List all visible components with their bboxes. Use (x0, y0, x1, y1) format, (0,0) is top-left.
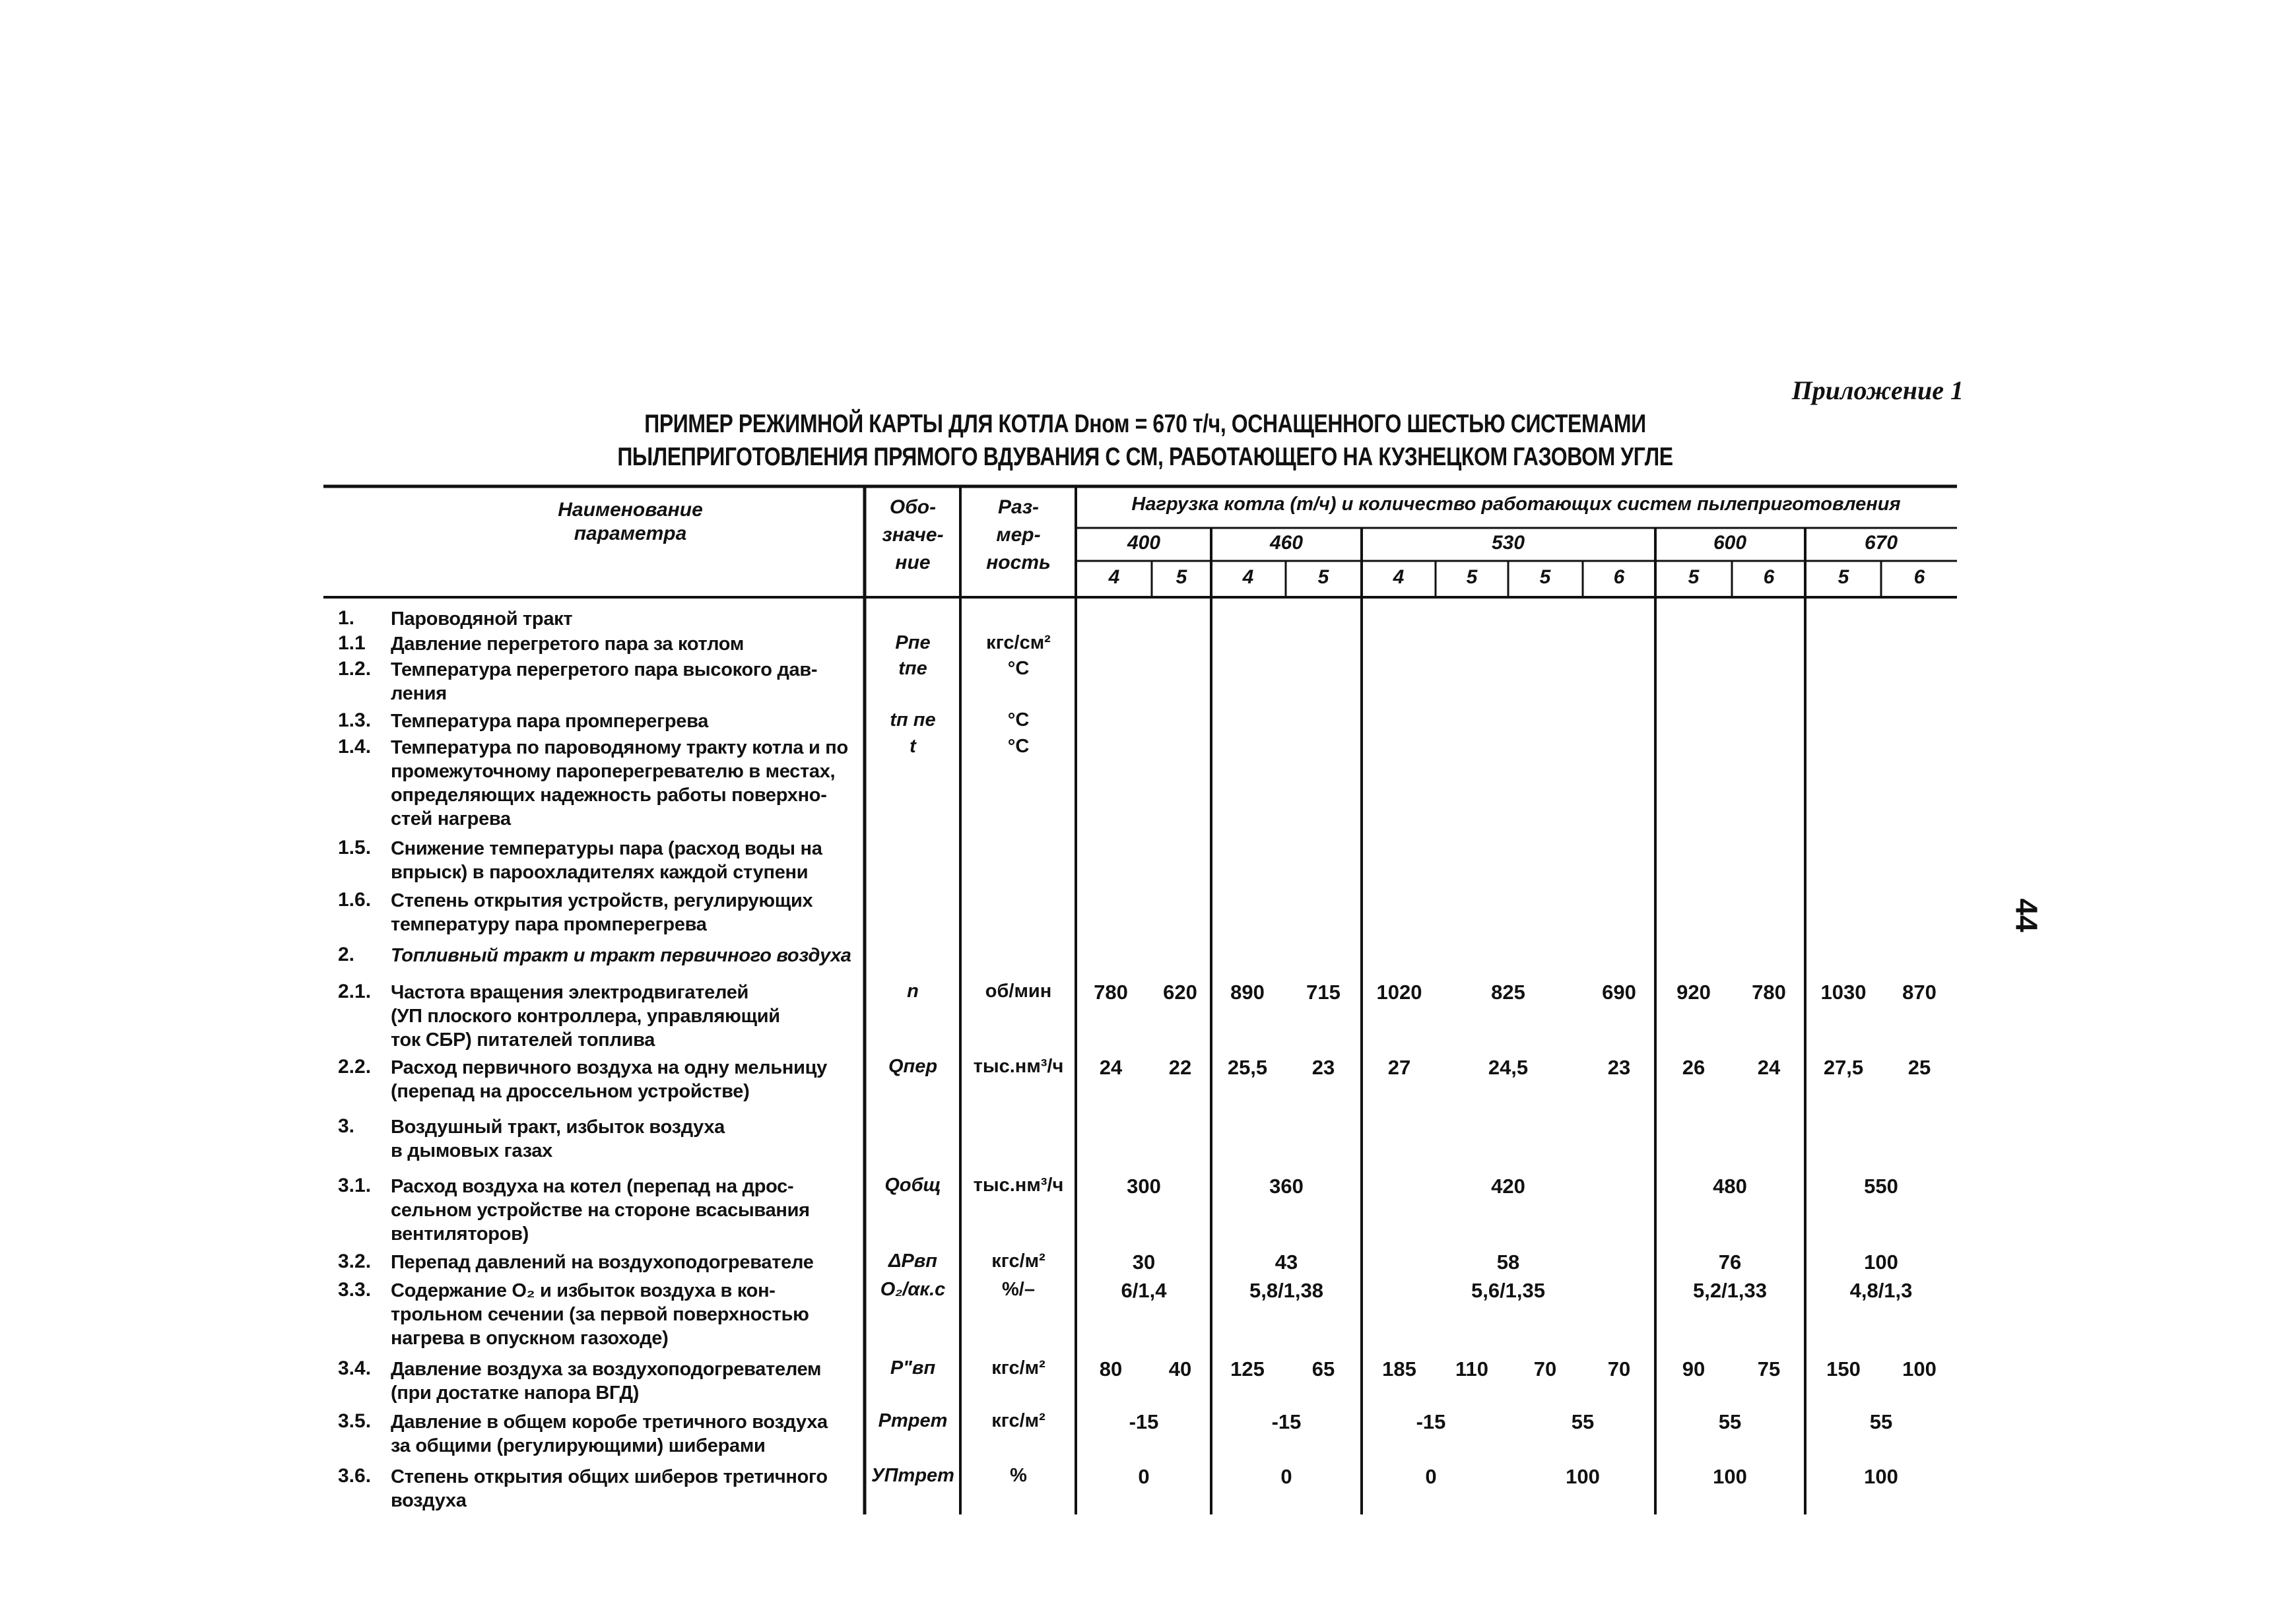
row-parameter-name: Перепад давлений на воздухоподогревателе (391, 1252, 814, 1273)
row-value-cell: 100 (1566, 1465, 1600, 1488)
row-value-cell: 715 (1306, 981, 1341, 1004)
row-value-cell: -15 (1271, 1410, 1302, 1433)
row-value-cell: 780 (1094, 981, 1128, 1004)
row-value-cell: 1030 (1820, 981, 1867, 1004)
row-unit: °C (1007, 709, 1030, 731)
title-line-2: ПЫЛЕПРИГОТОВЛЕНИЯ ПРЯМОГО ВДУВАНИЯ С СМ, РАБОТАЮЩЕГО НА КУЗНЕЦКОМ ГАЗОВОМ УГЛЕ (617, 443, 1673, 471)
systems-count-header: 4 (1242, 566, 1254, 588)
row-parameter-name: Снижение температуры пара (расход воды на впрыск) в пароохладителях каждой ступени (391, 838, 822, 883)
systems-count-header: 6 (1763, 566, 1775, 588)
row-parameter-name: Расход первичного воздуха на одну мельницу (перепад на дроссельном устройстве) (391, 1057, 828, 1102)
row-parameter-name: Степень открытия устройств, регулирующих температуру пара промперегрева (391, 890, 813, 935)
row-unit: °C (1007, 736, 1030, 757)
row-value-cell: 26 (1682, 1056, 1706, 1079)
systems-count-header: 5 (1466, 566, 1478, 588)
row-number: 1.6. (338, 889, 372, 911)
row-parameter-name: Степень открытия общих шиберов третичного воздуха (391, 1466, 828, 1511)
row-value-cell: 100 (1713, 1465, 1747, 1488)
row-value-cell: 825 (1491, 981, 1525, 1004)
row-value-cell: 620 (1163, 981, 1197, 1004)
row-value-cell: 780 (1752, 981, 1786, 1004)
row-symbol: O₂/αк.с (880, 1279, 946, 1300)
row-symbol: tп пе (890, 709, 936, 731)
row-parameter-name: Содержание O₂ и избыток воздуха в кон- трольном сечении (за первой поверхностью нагрева в опускном газоходе) (391, 1280, 809, 1349)
row-value-cell: 690 (1602, 981, 1636, 1004)
row-value-cell: 25 (1907, 1056, 1931, 1079)
row-value-cell: 125 (1230, 1357, 1265, 1380)
row-number: 2. (338, 944, 355, 965)
row-number: 1.1 (338, 632, 366, 654)
row-value-cell: 5,2/1,33 (1692, 1279, 1768, 1302)
systems-count-header: 5 (1176, 566, 1187, 588)
row-parameter-name: Температура по пароводяному тракту котла и по промежуточному пароперегревателю в местах, определяющих надежность работы поверхно- стей нагрева (391, 737, 848, 829)
row-symbol: P"вп (890, 1357, 936, 1379)
row-value-cell: 300 (1127, 1175, 1161, 1198)
row-value-cell: 100 (1864, 1465, 1898, 1488)
appendix-label: Приложение 1 (1791, 375, 1964, 405)
row-unit: тыс.нм³/ч (973, 1056, 1064, 1077)
systems-count-header: 6 (1913, 566, 1925, 588)
row-value-cell: 43 (1275, 1250, 1298, 1274)
row-value-cell: 22 (1168, 1056, 1192, 1079)
row-value-cell: 360 (1269, 1175, 1304, 1198)
row-unit: кгс/см² (986, 632, 1051, 653)
row-value-cell: 100 (1864, 1250, 1898, 1274)
row-value-cell: 58 (1496, 1250, 1520, 1274)
load-group-header: 400 (1127, 532, 1161, 554)
systems-count-header: 6 (1613, 566, 1625, 588)
systems-count-header: 4 (1393, 566, 1405, 588)
systems-count-header: 5 (1539, 566, 1551, 588)
row-value-cell: -15 (1129, 1410, 1159, 1433)
load-group-header: 460 (1269, 532, 1304, 554)
row-value-cell: 890 (1230, 981, 1265, 1004)
row-symbol: n (907, 981, 919, 1002)
row-value-cell: 420 (1491, 1175, 1525, 1198)
row-value-cell: -15 (1416, 1410, 1446, 1433)
row-parameter-name: Давление перегретого пара за котлом (391, 633, 744, 655)
row-value-cell: 55 (1869, 1410, 1893, 1433)
row-number: 1.3. (338, 709, 372, 731)
row-symbol: tпе (898, 658, 927, 679)
row-value-cell: 24 (1757, 1056, 1781, 1079)
row-number: 2.2. (338, 1056, 372, 1078)
row-parameter-name: Частота вращения электродвигателей (УП плоского контроллера, управляющий ток СБР) питателей топлива (391, 982, 780, 1051)
row-value-cell: 550 (1864, 1175, 1898, 1198)
row-number: 1.4. (338, 736, 372, 758)
row-value-cell: 70 (1607, 1357, 1631, 1380)
row-unit: об/мин (985, 981, 1052, 1002)
row-number: 3.2. (338, 1250, 372, 1272)
row-number: 2.1. (338, 981, 372, 1002)
row-value-cell: 0 (1138, 1465, 1150, 1488)
row-value-cell: 870 (1902, 981, 1937, 1004)
row-symbol: t (910, 736, 916, 757)
row-value-cell: 40 (1168, 1357, 1192, 1380)
row-value-cell: 23 (1607, 1056, 1631, 1079)
row-value-cell: 23 (1311, 1056, 1335, 1079)
row-value-cell: 1020 (1376, 981, 1422, 1004)
title-line-1: ПРИМЕР РЕЖИМНОЙ КАРТЫ ДЛЯ КОТЛА Dном = 670 т/ч, ОСНАЩЕННОГО ШЕСТЬЮ СИСТЕМАМИ (644, 410, 1646, 438)
row-value-cell: 24 (1099, 1056, 1123, 1079)
row-value-cell: 110 (1455, 1357, 1489, 1380)
load-group-header: 600 (1713, 532, 1747, 554)
row-parameter-name: Температура пара промперегрева (391, 711, 709, 732)
row-value-cell: 5,6/1,35 (1471, 1279, 1546, 1302)
row-symbol: Qобщ (884, 1175, 941, 1196)
systems-count-header: 5 (1688, 566, 1700, 588)
load-group-header: 530 (1491, 532, 1525, 554)
row-symbol: Pтрет (878, 1410, 948, 1431)
row-number: 3.4. (338, 1357, 372, 1379)
row-value-cell: 55 (1718, 1410, 1742, 1433)
row-number: 3.1. (338, 1175, 372, 1196)
row-parameter-name: Топливный тракт и тракт первичного воздуха (391, 945, 851, 966)
row-value-cell: 100 (1902, 1357, 1937, 1380)
row-parameter-name: Пароводяной тракт (391, 608, 573, 630)
row-unit: %/– (1002, 1279, 1035, 1300)
row-value-cell: 27,5 (1823, 1056, 1864, 1079)
row-unit: кгс/м² (991, 1250, 1045, 1272)
row-value-cell: 480 (1713, 1175, 1747, 1198)
row-parameter-name: Давление воздуха за воздухоподогревателем (при достатке напора ВГД) (391, 1359, 822, 1404)
systems-count-header: 4 (1108, 566, 1120, 588)
row-unit: % (1010, 1465, 1027, 1486)
row-symbol: ΔPвп (888, 1250, 938, 1272)
row-parameter-name: Температура перегретого пара высокого дав- ления (391, 659, 818, 704)
row-value-cell: 24,5 (1488, 1056, 1529, 1079)
row-value-cell: 25,5 (1227, 1056, 1268, 1079)
row-number: 1.5. (338, 837, 372, 859)
row-value-cell: 76 (1718, 1250, 1742, 1274)
row-unit: °C (1007, 658, 1030, 679)
row-symbol: Pпе (895, 632, 931, 653)
header-load: Нагрузка котла (т/ч) и количество работающих систем пылеприготовления (1131, 494, 1901, 515)
row-unit: кгс/м² (991, 1357, 1045, 1379)
row-value-cell: 75 (1757, 1357, 1781, 1380)
row-parameter-name: Расход воздуха на котел (перепад на дрос- сельном устройстве на стороне всасывания вентиляторов) (391, 1176, 810, 1245)
row-number: 3. (338, 1115, 355, 1137)
systems-count-header: 5 (1838, 566, 1849, 588)
header-parameter-name: Наименование параметра (558, 499, 703, 544)
row-value-cell: 185 (1382, 1357, 1416, 1380)
systems-count-header: 5 (1317, 566, 1329, 588)
row-value-cell: 27 (1387, 1056, 1411, 1079)
page-number: 44 (2009, 898, 2044, 932)
row-value-cell: 6/1,4 (1121, 1279, 1167, 1302)
row-symbol: Qпер (888, 1056, 938, 1077)
row-number: 3.3. (338, 1279, 372, 1301)
row-number: 1.2. (338, 658, 372, 680)
row-value-cell: 65 (1311, 1357, 1335, 1380)
row-value-cell: 55 (1571, 1410, 1595, 1433)
row-value-cell: 150 (1826, 1357, 1861, 1380)
load-group-header: 670 (1864, 532, 1898, 554)
row-value-cell: 5,8/1,38 (1249, 1279, 1324, 1302)
row-unit: тыс.нм³/ч (973, 1175, 1064, 1196)
row-parameter-name: Воздушный тракт, избыток воздуха в дымовых газах (391, 1117, 725, 1161)
row-number: 1. (338, 607, 355, 629)
row-value-cell: 0 (1425, 1465, 1437, 1488)
row-value-cell: 4,8/1,3 (1849, 1279, 1913, 1302)
header-symbol: Обо- значе- ние (882, 496, 944, 573)
row-number: 3.6. (338, 1465, 372, 1487)
header-unit: Раз- мер- ность (986, 496, 1051, 573)
row-value-cell: 80 (1099, 1357, 1123, 1380)
row-unit: кгс/м² (991, 1410, 1045, 1431)
row-symbol: УПтрет (871, 1465, 954, 1486)
row-value-cell: 30 (1132, 1250, 1156, 1274)
row-parameter-name: Давление в общем коробе третичного воздуха за общими (регулирующими) шиберами (391, 1412, 828, 1456)
row-value-cell: 90 (1682, 1357, 1706, 1380)
row-value-cell: 70 (1533, 1357, 1557, 1380)
row-value-cell: 920 (1676, 981, 1711, 1004)
row-number: 3.5. (338, 1410, 372, 1432)
row-value-cell: 0 (1280, 1465, 1292, 1488)
